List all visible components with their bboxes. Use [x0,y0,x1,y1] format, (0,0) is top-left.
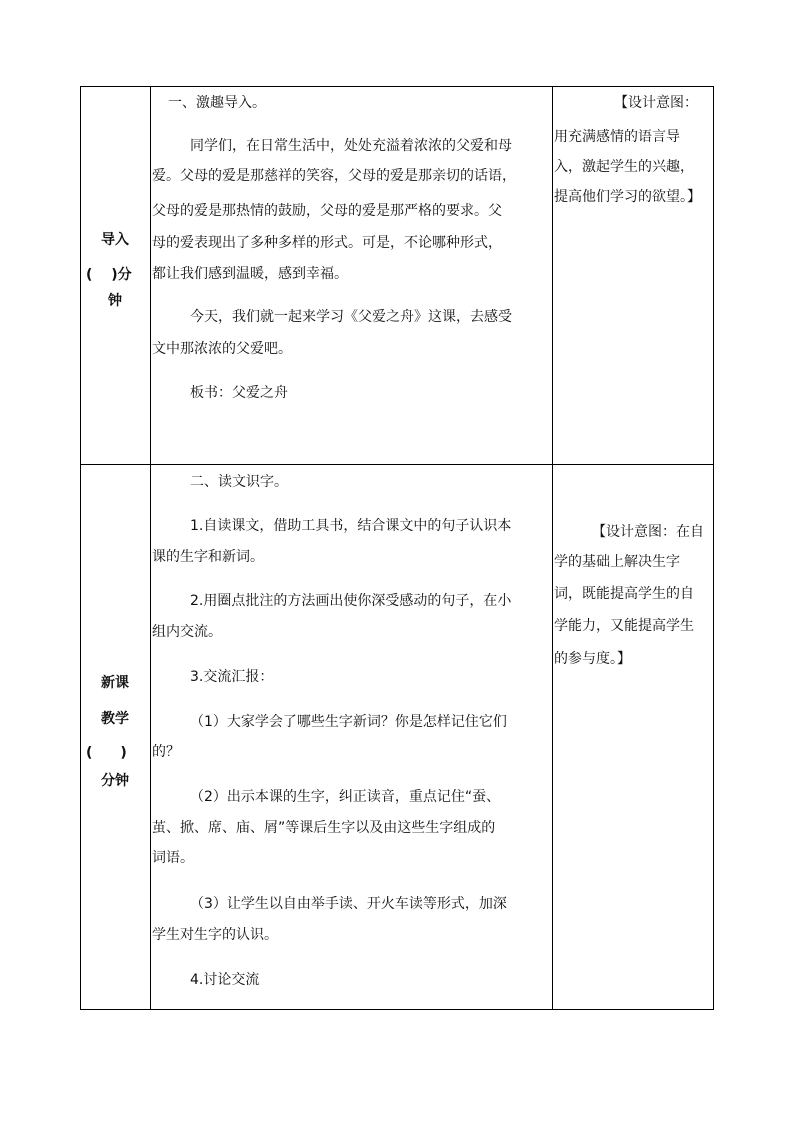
row-label-line: ( )分 [86,267,132,283]
paragraph-line: 1.自读课文，借助工具书，结合课文中的句子认识本 [190,518,512,534]
design-intent-line: 入，激起学生的兴趣， [554,159,694,175]
paragraph-line: 父母的爱是那热情的鼓励，父母的爱是那严格的要求。父 [152,203,502,219]
paragraph-line: （3）让学生以自由举手读、开火车读等形式，加深 [190,896,507,912]
design-intent-line: 学的基础上解决生字 [554,554,680,570]
design-intent-line: 用充满感情的语言导 [554,129,680,145]
table-border-left [80,86,81,1010]
row-label-line: 钟 [108,293,122,309]
column-divider-1 [150,86,151,1010]
blackboard-note: 板书：父爱之舟 [190,385,288,401]
table-border-right [713,86,714,1010]
design-intent-line: 的参与度。】 [554,651,631,667]
design-intent-line: 学能力，又能提高学生 [554,618,694,634]
paragraph-line: （1）大家学会了哪些生字新词？你是怎样记住它们 [190,714,507,730]
section-heading: 一、激趣导入。 [168,95,266,111]
design-intent-line: 词，既能提高学生的自 [554,586,694,602]
design-intent-line: 提高他们学习的欲望。】 [554,189,701,205]
paragraph-line: 学生对生字的认识。 [152,927,278,943]
paragraph-line: 同学们，在日常生活中，处处充溢着浓浓的父爱和母 [190,138,512,154]
paragraph-line: 文中那浓浓的父爱吧。 [152,341,292,357]
paragraph-line: 爱。父母的爱是那慈祥的笑容，父母的爱是那亲切的话语， [152,168,516,184]
paragraph-line: 都让我们感到温暖，感到幸福。 [152,266,348,282]
column-divider-2 [552,86,553,1010]
paragraph-line: 2.用圈点批注的方法画出使你深受感动的句子，在小 [190,593,512,609]
row-label-line: 教学 [101,711,129,727]
design-intent-line: 【设计意图： [614,95,698,111]
section-heading: 二、读文识字。 [190,474,288,490]
paragraph-line: 的？ [152,744,180,760]
paragraph-line: 3.交流汇报： [190,669,274,685]
paragraph-line: 母的爱表现出了多种多样的形式。可是，不论哪种形式， [152,235,502,251]
table-border-bottom [80,1009,714,1010]
table-border-top [80,86,714,87]
design-intent-line: 【设计意图：在自 [592,524,704,540]
paragraph-line: 茧、掀、席、庙、屑”等课后生字以及由这些生字组成的 [152,820,496,836]
row-label-line: ( ) [86,745,127,761]
paragraph-line: 课的生字和新词。 [152,549,264,565]
row-divider [80,464,714,465]
row-label-line: 导入 [101,232,129,248]
paragraph-line: 今天，我们就一起来学习《父爱之舟》这课，去感受 [190,309,512,325]
paragraph-line: （2）出示本课的生字，纠正读音，重点记住“蚕、 [190,789,501,805]
paragraph-line: 词语。 [152,850,194,866]
row-label-line: 分钟 [101,773,129,789]
row-label-line: 新课 [101,675,129,691]
paragraph-line: 组内交流。 [152,624,222,640]
paragraph-line: 4.讨论交流 [190,972,260,988]
